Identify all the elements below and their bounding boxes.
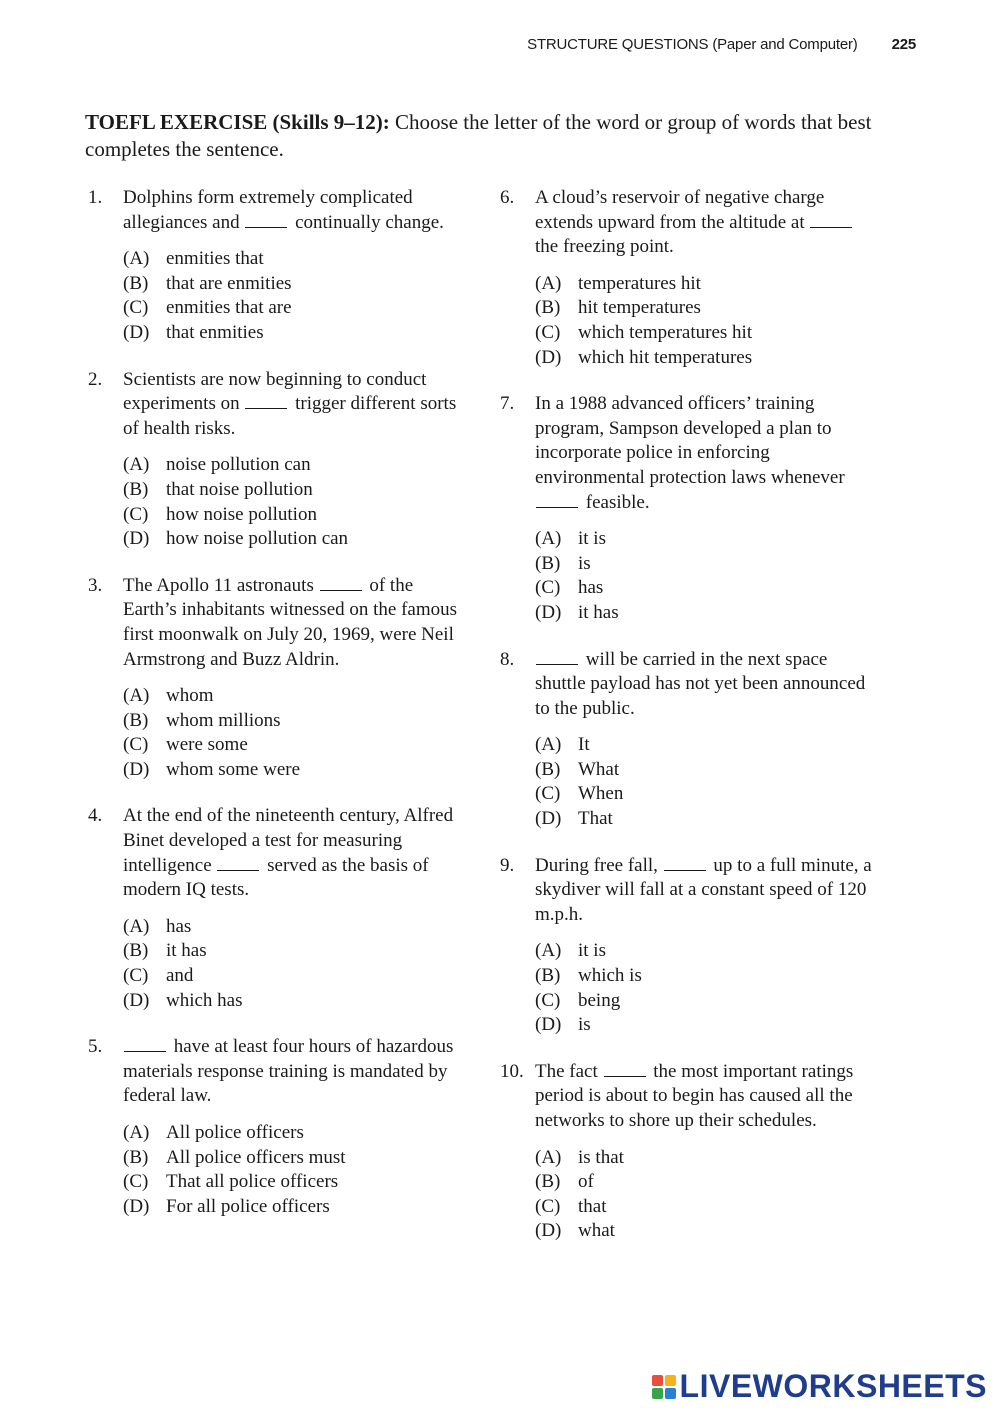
- option-text: that are enmities: [166, 272, 292, 294]
- question-number: [500, 392, 535, 625]
- question-body: [535, 1060, 880, 1244]
- question-body: [123, 186, 458, 346]
- answer-options: [535, 939, 880, 1037]
- answer-options: [123, 453, 458, 551]
- question-number-label: 5.: [88, 1036, 103, 1058]
- question-number: [88, 804, 123, 1013]
- left-column: [88, 186, 458, 1241]
- answer-option[interactable]: [535, 939, 880, 964]
- question-stem: [123, 186, 458, 235]
- option-text: What: [578, 758, 620, 780]
- right-column: [500, 186, 880, 1266]
- question-number-label: 8.: [500, 648, 515, 670]
- question-number: [500, 186, 535, 370]
- option-text: it has: [578, 601, 619, 623]
- stem-after-blank: up to a full minute, a skydiver will fall at a constant speed of 120 m.p.h.: [535, 854, 872, 925]
- logo-block: [665, 1388, 676, 1399]
- answer-option[interactable]: [535, 346, 880, 371]
- answer-options: [535, 1146, 880, 1244]
- option-text: whom some were: [166, 758, 301, 780]
- logo-block: [652, 1388, 663, 1399]
- option-text: which has: [166, 989, 243, 1011]
- question-number: [500, 854, 535, 1038]
- stem-before-blank: In a 1988 advanced officers’ training program, Sampson developed a plan to incorporate police in enforcing environmental protection laws whenever: [535, 393, 845, 488]
- option-letter: (C): [123, 965, 149, 987]
- question-body: [535, 854, 880, 1038]
- option-text: that noise pollution: [166, 478, 313, 500]
- answer-option[interactable]: [535, 321, 880, 346]
- stem-before-blank: At the end of the nineteenth century, Alfred Binet developed a test for measuring intelligence: [123, 805, 454, 876]
- option-text: whom: [166, 685, 214, 707]
- question-number: [88, 368, 123, 552]
- option-letter: (D): [123, 989, 150, 1011]
- answer-options: [123, 915, 458, 1013]
- option-text: is that: [578, 1146, 624, 1168]
- question-number-label: 7.: [500, 393, 515, 415]
- question-6: [500, 186, 880, 370]
- option-letter: (B): [535, 758, 561, 780]
- option-letter: (B): [535, 297, 561, 319]
- exercise-instructions: [85, 109, 905, 163]
- option-letter: (C): [123, 1171, 149, 1193]
- question-body: [535, 392, 880, 625]
- answer-blank: [217, 856, 259, 871]
- option-letter: (A): [123, 1122, 150, 1143]
- stem-after-blank: will be carried in the next space shuttle payload has not yet been announced to the public.: [535, 648, 866, 719]
- option-letter: (B): [123, 709, 149, 731]
- stem-before-blank: The fact: [535, 1060, 603, 1082]
- option-text: which temperatures hit: [578, 321, 753, 343]
- question-body: [123, 574, 458, 783]
- question-2: [88, 368, 458, 552]
- question-number-label: 3.: [88, 574, 103, 596]
- logo-text: LIVEWORKSHEETS: [679, 1368, 987, 1404]
- question-number-label: 9.: [500, 854, 515, 876]
- option-letter: (A): [535, 940, 562, 962]
- answer-option[interactable]: [123, 989, 458, 1014]
- answer-option[interactable]: [535, 272, 880, 297]
- option-text: that: [578, 1195, 607, 1217]
- option-text: it has: [166, 940, 207, 962]
- answer-option[interactable]: [535, 1146, 880, 1171]
- question-number-label: 1.: [88, 187, 103, 208]
- stem-after-blank: have at least four hours of hazardous materials response training is mandated by federal law.: [123, 1036, 454, 1107]
- answer-options: [535, 272, 880, 370]
- answer-blank: [536, 650, 578, 665]
- page-header: [527, 36, 916, 53]
- question-body: [123, 804, 458, 1013]
- stem-before-blank: During free fall,: [535, 854, 663, 876]
- question-body: [535, 186, 880, 370]
- question-stem: [535, 1060, 880, 1134]
- answer-option[interactable]: [123, 915, 458, 940]
- stem-after-blank: continually change.: [290, 211, 444, 233]
- option-text: has: [166, 915, 192, 937]
- question-9: [500, 854, 880, 1038]
- option-letter: (A): [123, 454, 150, 476]
- option-letter: (C): [123, 503, 149, 525]
- stem-after-blank: trigger different sorts of health risks.: [123, 393, 457, 439]
- stem-before-blank: Scientists are now beginning to conduct experiments on: [123, 368, 427, 415]
- question-body: [123, 1035, 458, 1219]
- answer-option[interactable]: [535, 296, 880, 321]
- option-letter: (B): [535, 965, 561, 987]
- option-text: which is: [578, 965, 642, 987]
- option-text: That all police officers: [166, 1171, 339, 1193]
- question-5: [88, 1035, 458, 1219]
- option-letter: (B): [123, 272, 149, 294]
- answer-option[interactable]: [535, 733, 880, 758]
- answer-option[interactable]: [535, 758, 880, 783]
- stem-before-blank: The Apollo 11 astronauts: [123, 574, 319, 596]
- option-text: For all police officers: [166, 1195, 330, 1217]
- question-stem: [535, 854, 880, 928]
- option-text: All police officers: [166, 1122, 304, 1143]
- answer-blank: [604, 1062, 646, 1077]
- answer-option[interactable]: [535, 1013, 880, 1038]
- option-text: It: [578, 734, 590, 756]
- answer-option[interactable]: [123, 321, 458, 346]
- option-text: what: [578, 1220, 615, 1242]
- answer-option[interactable]: [123, 503, 458, 528]
- answer-option[interactable]: [535, 527, 880, 552]
- answer-option[interactable]: [123, 296, 458, 321]
- option-letter: (C): [535, 989, 561, 1011]
- question-number: [88, 574, 123, 783]
- option-text: how noise pollution can: [166, 528, 349, 550]
- option-text: and: [166, 965, 194, 987]
- option-letter: (C): [535, 321, 561, 343]
- question-4: [88, 804, 458, 1013]
- option-letter: (A): [535, 734, 562, 756]
- answer-options: [535, 527, 880, 625]
- question-number: [500, 648, 535, 832]
- answer-options: [123, 1121, 458, 1219]
- logo-block: [665, 1375, 676, 1386]
- option-text: how noise pollution: [166, 503, 317, 525]
- option-letter: (D): [123, 528, 150, 550]
- answer-blank: [810, 213, 852, 228]
- question-stem: [123, 804, 458, 902]
- answer-option[interactable]: [535, 807, 880, 832]
- stem-before-blank: A cloud’s reservoir of negative charge extends upward from the altitude at: [535, 187, 825, 233]
- page-number: 225: [891, 36, 916, 53]
- option-letter: (D): [535, 601, 562, 623]
- option-letter: (D): [535, 1014, 562, 1036]
- stem-after-blank: the freezing point.: [535, 236, 674, 258]
- option-text: is: [578, 552, 591, 574]
- question-body: [535, 648, 880, 832]
- answer-option[interactable]: [123, 1195, 458, 1220]
- option-letter: (D): [123, 758, 150, 780]
- option-text: enmities that are: [166, 297, 292, 319]
- question-10: [500, 1060, 880, 1244]
- option-letter: (C): [123, 734, 149, 756]
- answer-option[interactable]: [535, 1170, 880, 1195]
- answer-options: [535, 733, 880, 831]
- answer-option[interactable]: [123, 527, 458, 552]
- option-text: were some: [166, 734, 248, 756]
- answer-option[interactable]: [123, 709, 458, 734]
- answer-blank: [320, 576, 362, 591]
- option-text: it is: [578, 528, 606, 550]
- answer-blank: [536, 493, 578, 508]
- answer-option[interactable]: [123, 1170, 458, 1195]
- stem-after-blank: of the Earth’s inhabitants witnessed on the famous first moonwalk on July 20, 1969, were Neil Armstrong and Buzz Aldrin.: [123, 574, 458, 670]
- stem-after-blank: the most important ratings period is about to begin has caused all the networks to shore up their schedules.: [535, 1060, 854, 1131]
- question-3: [88, 574, 458, 783]
- answer-option[interactable]: [123, 453, 458, 478]
- answer-option[interactable]: [535, 601, 880, 626]
- question-stem: [535, 186, 880, 260]
- answer-options: [123, 684, 458, 782]
- option-letter: (D): [123, 1195, 150, 1217]
- answer-options: [123, 247, 458, 345]
- question-1: [88, 186, 458, 346]
- stem-before-blank: Dolphins form extremely complicated allegiances and: [123, 187, 413, 233]
- option-letter: (B): [123, 940, 149, 962]
- question-number-label: 2.: [88, 368, 103, 390]
- option-letter: (D): [535, 1220, 562, 1242]
- option-letter: (A): [535, 528, 562, 550]
- answer-option[interactable]: [123, 758, 458, 783]
- answer-option[interactable]: [123, 964, 458, 989]
- option-letter: (B): [123, 478, 149, 500]
- answer-option[interactable]: [123, 1146, 458, 1171]
- answer-option[interactable]: [535, 576, 880, 601]
- option-letter: (C): [123, 297, 149, 319]
- question-stem: [535, 392, 880, 515]
- option-letter: (D): [535, 808, 562, 830]
- question-8: [500, 648, 880, 832]
- option-text: which hit temperatures: [578, 346, 753, 368]
- answer-option[interactable]: [123, 1121, 458, 1146]
- answer-blank: [124, 1037, 166, 1052]
- question-number: [500, 1060, 535, 1244]
- answer-option[interactable]: [123, 272, 458, 297]
- logo-block: [652, 1375, 663, 1386]
- option-text: is: [578, 1014, 591, 1036]
- option-text: noise pollution can: [166, 454, 311, 476]
- option-text: That: [578, 808, 613, 830]
- option-text: enmities that: [166, 248, 264, 270]
- question-number-label: 6.: [500, 187, 515, 208]
- option-letter: (D): [123, 321, 150, 343]
- option-letter: (B): [535, 552, 561, 574]
- question-number: [88, 186, 123, 346]
- stem-after-blank: served as the basis of modern IQ tests.: [123, 854, 429, 901]
- option-text: whom millions: [166, 709, 281, 731]
- option-letter: (A): [123, 915, 150, 937]
- option-letter: (B): [535, 1171, 561, 1193]
- question-number-label: 10.: [500, 1060, 524, 1082]
- option-letter: (A): [123, 248, 150, 270]
- option-letter: (B): [123, 1146, 149, 1168]
- exercise-directions: Choose the letter of the word or group of words that best completes the sentence.: [85, 110, 872, 161]
- option-text: being: [578, 989, 621, 1011]
- header-title: STRUCTURE QUESTIONS (Paper and Computer): [527, 36, 858, 53]
- question-stem: [123, 1035, 458, 1109]
- option-text: of: [578, 1171, 594, 1193]
- option-text: temperatures hit: [578, 272, 701, 294]
- liveworksheets-logo: [652, 1368, 987, 1405]
- logo-blocks-icon: [652, 1375, 676, 1399]
- answer-blank: [664, 856, 706, 871]
- option-text: has: [578, 577, 604, 599]
- answer-blank: [245, 213, 287, 228]
- option-text: hit temperatures: [578, 297, 701, 319]
- answer-option[interactable]: [535, 989, 880, 1014]
- answer-option[interactable]: [535, 782, 880, 807]
- answer-option[interactable]: [535, 552, 880, 577]
- answer-option[interactable]: [123, 247, 458, 272]
- option-letter: (C): [535, 577, 561, 599]
- option-letter: (C): [535, 1195, 561, 1217]
- question-number: [88, 1035, 123, 1219]
- exercise-title: TOEFL EXERCISE (Skills 9–12):: [85, 110, 390, 134]
- question-stem: [123, 368, 458, 442]
- option-text: that enmities: [166, 321, 264, 343]
- question-stem: [535, 648, 880, 722]
- option-letter: (A): [535, 1146, 562, 1168]
- option-text: When: [578, 783, 624, 805]
- answer-option[interactable]: [535, 1219, 880, 1244]
- answer-option[interactable]: [535, 1195, 880, 1220]
- answer-option[interactable]: [123, 478, 458, 503]
- option-letter: (D): [535, 346, 562, 368]
- question-body: [123, 368, 458, 552]
- stem-after-blank: feasible.: [581, 491, 650, 513]
- question-7: [500, 392, 880, 625]
- answer-option[interactable]: [535, 964, 880, 989]
- question-number-label: 4.: [88, 805, 103, 827]
- answer-option[interactable]: [123, 684, 458, 709]
- answer-option[interactable]: [123, 733, 458, 758]
- option-letter: (A): [535, 272, 562, 294]
- answer-option[interactable]: [123, 939, 458, 964]
- option-text: it is: [578, 940, 606, 962]
- option-letter: (C): [535, 783, 561, 805]
- option-letter: (A): [123, 685, 150, 707]
- option-text: All police officers must: [166, 1146, 346, 1168]
- question-stem: [123, 574, 458, 672]
- answer-blank: [245, 394, 287, 409]
